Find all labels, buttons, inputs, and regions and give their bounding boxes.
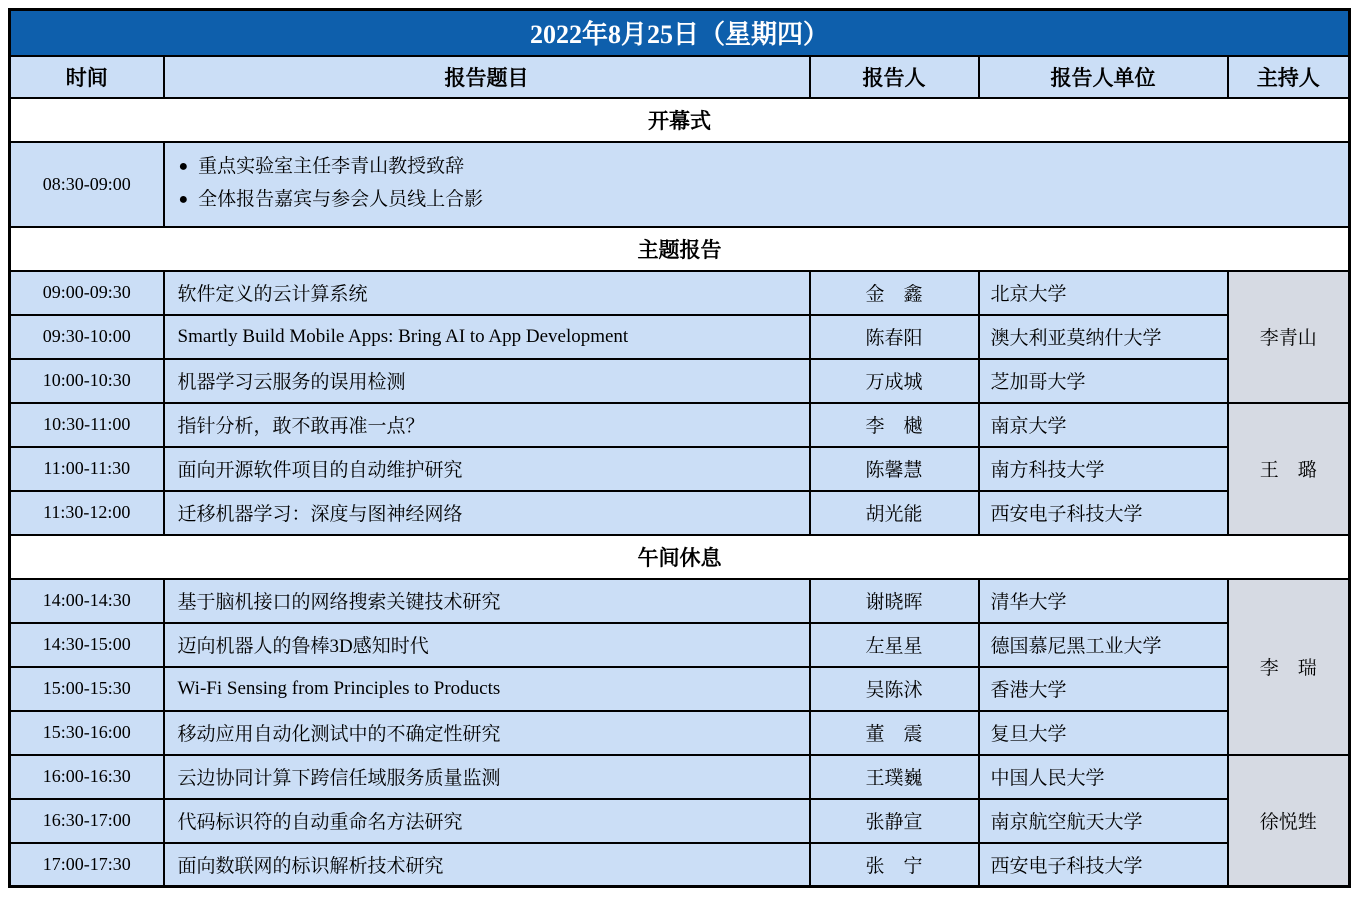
title-cell: 指针分析，敢不敢再准一点？ [164,403,810,447]
section-row-break [10,535,1350,579]
opening-bullet-item [179,184,1349,217]
title-cell: 软件定义的云计算系统 [164,271,810,315]
affiliation-cell: 南方科技大学 [979,447,1228,491]
opening-bullet-text: 全体报告嘉宾与参会人员线上合影 [198,189,484,210]
talk-row [10,359,1350,403]
talk-row [10,447,1350,491]
section-label-opening: 开幕式 [10,98,1350,142]
talk-row [10,843,1350,887]
affiliation-cell: 芝加哥大学 [979,359,1228,403]
title-cell: 迁移机器学习：深度与图神经网络 [164,491,810,535]
time-cell: 17:00-17:30 [10,843,164,887]
title-cell: 机器学习云服务的误用检测 [164,359,810,403]
column-header-host: 主持人 [1228,56,1350,98]
title-cell: Smartly Build Mobile Apps: Bring AI to App Development [164,315,810,359]
time-cell: 15:30-16:00 [10,711,164,755]
column-header-time: 时间 [10,56,164,98]
bullet-icon: ● [178,191,189,208]
section-label-break: 午间休息 [10,535,1350,579]
time-cell: 10:00-10:30 [10,359,164,403]
affiliation-cell: 西安电子科技大学 [979,843,1228,887]
speaker-cell: 董 震 [810,711,979,755]
time-cell: 14:00-14:30 [10,579,164,623]
section-row-opening [10,98,1350,142]
section-label-keynote: 主题报告 [10,227,1350,271]
talk-row [10,755,1350,799]
speaker-cell: 陈馨慧 [810,447,979,491]
speaker-cell: 张静宣 [810,799,979,843]
time-cell: 15:00-15:30 [10,667,164,711]
time-cell: 09:30-10:00 [10,315,164,359]
host-cell: 李 瑞 [1228,579,1350,755]
affiliation-cell: 西安电子科技大学 [979,491,1228,535]
speaker-cell: 李 樾 [810,403,979,447]
time-cell: 08:30-09:00 [10,142,164,227]
talk-row [10,711,1350,755]
affiliation-cell: 清华大学 [979,579,1228,623]
affiliation-cell: 复旦大学 [979,711,1228,755]
opening-bullet-text: 重点实验室主任李青山教授致辞 [198,156,465,177]
column-header-speaker: 报告人 [810,56,979,98]
opening-ceremony-row [10,142,1350,227]
column-header-affiliation: 报告人单位 [979,56,1228,98]
talk-row [10,579,1350,623]
talk-row [10,491,1350,535]
title-cell: 迈向机器人的鲁棒3D感知时代 [164,623,810,667]
host-cell: 李青山 [1228,271,1350,403]
affiliation-cell: 澳大利亚莫纳什大学 [979,315,1228,359]
time-cell: 14:30-15:00 [10,623,164,667]
time-cell: 11:00-11:30 [10,447,164,491]
date-title: 2022年8月25日（星期四） [10,10,1350,56]
talk-row [10,315,1350,359]
speaker-cell: 陈春阳 [810,315,979,359]
speaker-cell: 吴陈沭 [810,667,979,711]
affiliation-cell: 北京大学 [979,271,1228,315]
time-cell: 11:30-12:00 [10,491,164,535]
talk-row [10,667,1350,711]
host-cell: 徐悦甡 [1228,755,1350,887]
time-cell: 10:30-11:00 [10,403,164,447]
affiliation-cell: 中国人民大学 [979,755,1228,799]
affiliation-cell: 南京航空航天大学 [979,799,1228,843]
section-row-keynote [10,227,1350,271]
affiliation-cell: 德国慕尼黑工业大学 [979,623,1228,667]
host-cell: 王 璐 [1228,403,1350,535]
time-cell: 16:00-16:30 [10,755,164,799]
title-cell: 代码标识符的自动重命名方法研究 [164,799,810,843]
title-cell: 基于脑机接口的网络搜索关键技术研究 [164,579,810,623]
date-title-bar [10,10,1350,56]
speaker-cell: 胡光能 [810,491,979,535]
speaker-cell: 金 鑫 [810,271,979,315]
affiliation-cell: 南京大学 [979,403,1228,447]
title-cell: 面向开源软件项目的自动维护研究 [164,447,810,491]
title-cell: 移动应用自动化测试中的不确定性研究 [164,711,810,755]
opening-content-cell [164,142,1350,227]
speaker-cell: 王璞巍 [810,755,979,799]
opening-bullet-item [179,151,1349,184]
time-cell: 09:00-09:30 [10,271,164,315]
time-cell: 16:30-17:00 [10,799,164,843]
speaker-cell: 左星星 [810,623,979,667]
talk-row [10,403,1350,447]
speaker-cell: 谢晓晖 [810,579,979,623]
affiliation-cell: 香港大学 [979,667,1228,711]
speaker-cell: 万成城 [810,359,979,403]
bullet-icon: ● [178,158,189,175]
talk-row [10,271,1350,315]
title-cell: 云边协同计算下跨信任域服务质量监测 [164,755,810,799]
column-header-title: 报告题目 [164,56,810,98]
talk-row [10,799,1350,843]
column-header-row [10,56,1350,98]
title-cell: Wi-Fi Sensing from Principles to Products [164,667,810,711]
speaker-cell: 张 宁 [810,843,979,887]
talk-row [10,623,1350,667]
title-cell: 面向数联网的标识解析技术研究 [164,843,810,887]
conference-schedule-table [8,8,1351,888]
